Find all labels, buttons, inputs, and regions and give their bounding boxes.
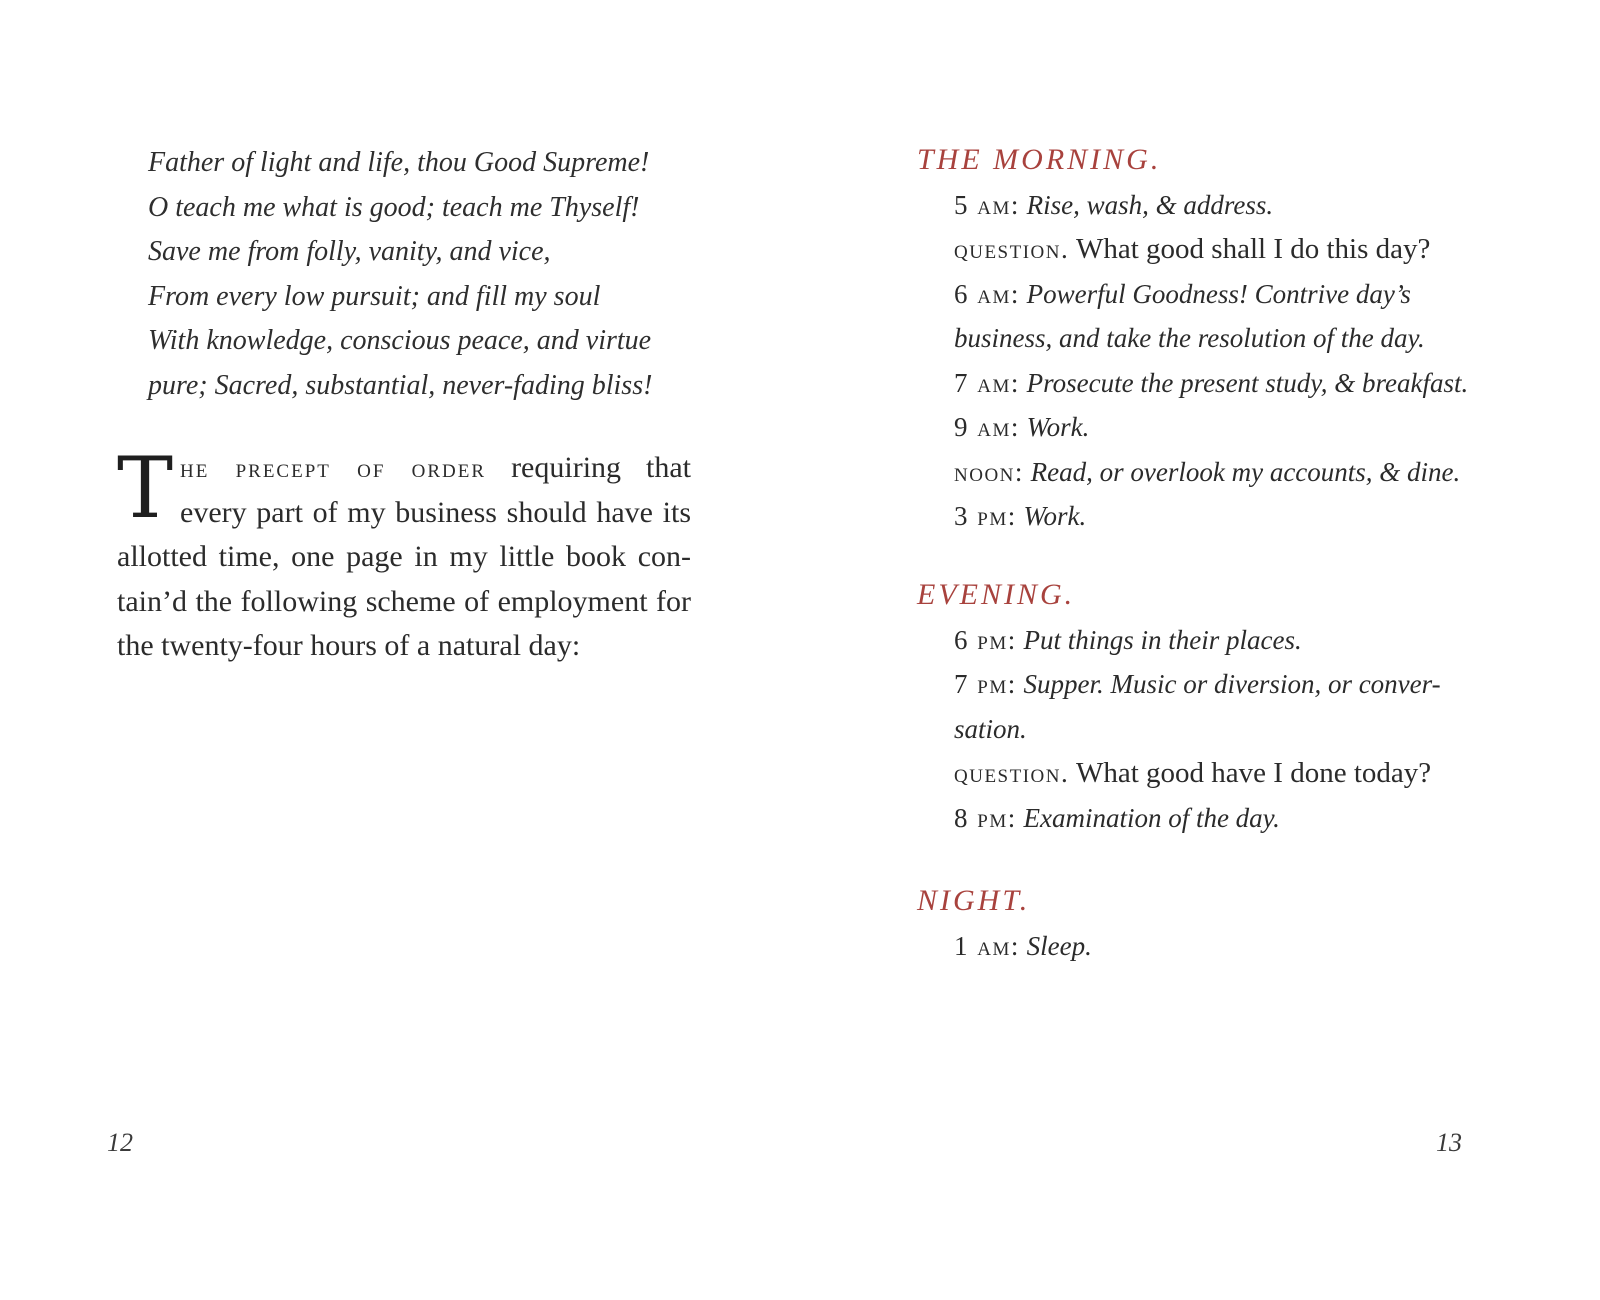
time-label: 6 pm:	[954, 624, 1017, 655]
schedule-entry	[917, 494, 1557, 539]
entry-text: Prosecute the present study, & breakfast.	[1026, 367, 1469, 398]
time-label: 7 am:	[954, 367, 1020, 398]
page-number: 12	[107, 1128, 133, 1157]
schedule-entry	[917, 272, 1557, 317]
poem-line: pure; Sacred, substantial, never-fading bliss!	[148, 369, 653, 401]
poem-line: With knowledge, conscious peace, and virtue	[148, 325, 652, 356]
page-number: 13	[1436, 1128, 1462, 1157]
time-label: 5 am:	[954, 189, 1020, 220]
drop-cap: T	[117, 439, 174, 537]
poem-line: Save me from folly, vanity, and vice,	[148, 236, 551, 267]
schedule-entry	[917, 618, 1557, 663]
entry-text: Powerful Goodness! Contrive day’s	[1026, 278, 1411, 309]
schedule-entry	[917, 450, 1557, 495]
entry-continuation: sation.	[954, 713, 1027, 744]
poem-line: O teach me what is good; teach me Thyself!	[148, 191, 640, 223]
entry-text: What good have I done today?	[1076, 757, 1432, 789]
morning-section	[917, 138, 1557, 539]
paragraph-line: tain’d the following scheme of employment for	[117, 584, 691, 618]
entry-text: Work.	[1023, 501, 1087, 531]
time-label: 8 pm:	[954, 802, 1017, 833]
time-label: 3 pm:	[954, 501, 1017, 531]
entry-text: What good shall I do this day?	[1076, 233, 1431, 265]
paragraph-line	[117, 446, 691, 491]
entry-text: Put things in their places.	[1023, 624, 1302, 655]
schedule-entry	[917, 183, 1557, 228]
time-label: 7 pm:	[954, 669, 1017, 699]
time-label: 9 am:	[954, 412, 1020, 442]
schedule-entry	[917, 924, 1557, 969]
evening-section	[917, 573, 1557, 840]
entry-continuation: business, and take the resolution of the day.	[954, 323, 1425, 353]
schedule-entry	[917, 662, 1557, 707]
section-heading: EVENING.	[917, 578, 1076, 611]
entry-text: Examination of the day.	[1023, 802, 1280, 833]
schedule-entry	[917, 405, 1557, 450]
entry-text: Read, or overlook my accounts, & dine.	[1030, 456, 1461, 487]
paragraph-text: requiring that	[511, 451, 692, 484]
entry-text: Rise, wash, & address.	[1026, 189, 1274, 220]
time-label: 1 am:	[954, 930, 1020, 961]
lead-in-smallcaps: he precept of order	[180, 453, 487, 483]
poem-line: Father of light and life, thou Good Supreme!	[148, 147, 650, 178]
body-paragraph	[117, 439, 692, 669]
entry-text: Supper. Music or diversion, or conver-	[1023, 669, 1441, 699]
question-label: question.	[954, 234, 1070, 264]
entry-text: Sleep.	[1026, 930, 1092, 961]
paragraph-line: allotted time, one page in my little book con-	[117, 540, 691, 573]
poem-line: From every low pursuit; and fill my soul	[148, 280, 601, 312]
schedule-entry	[917, 361, 1557, 406]
schedule-entry	[917, 796, 1557, 841]
poem	[148, 141, 708, 408]
question-label: question.	[954, 758, 1070, 788]
time-label: noon:	[954, 456, 1024, 487]
schedule-entry	[917, 751, 1557, 796]
section-heading: NIGHT.	[917, 884, 1031, 917]
night-section	[917, 879, 1557, 968]
schedule-entry	[917, 227, 1557, 272]
paragraph-line: the twenty-four hours of a natural day:	[117, 629, 581, 662]
entry-text: Work.	[1026, 412, 1090, 442]
section-heading: THE MORNING.	[917, 143, 1162, 176]
paragraph-line: every part of my business should have its	[180, 495, 691, 529]
time-label: 6 am:	[954, 278, 1020, 309]
right-page	[800, 0, 1600, 1300]
